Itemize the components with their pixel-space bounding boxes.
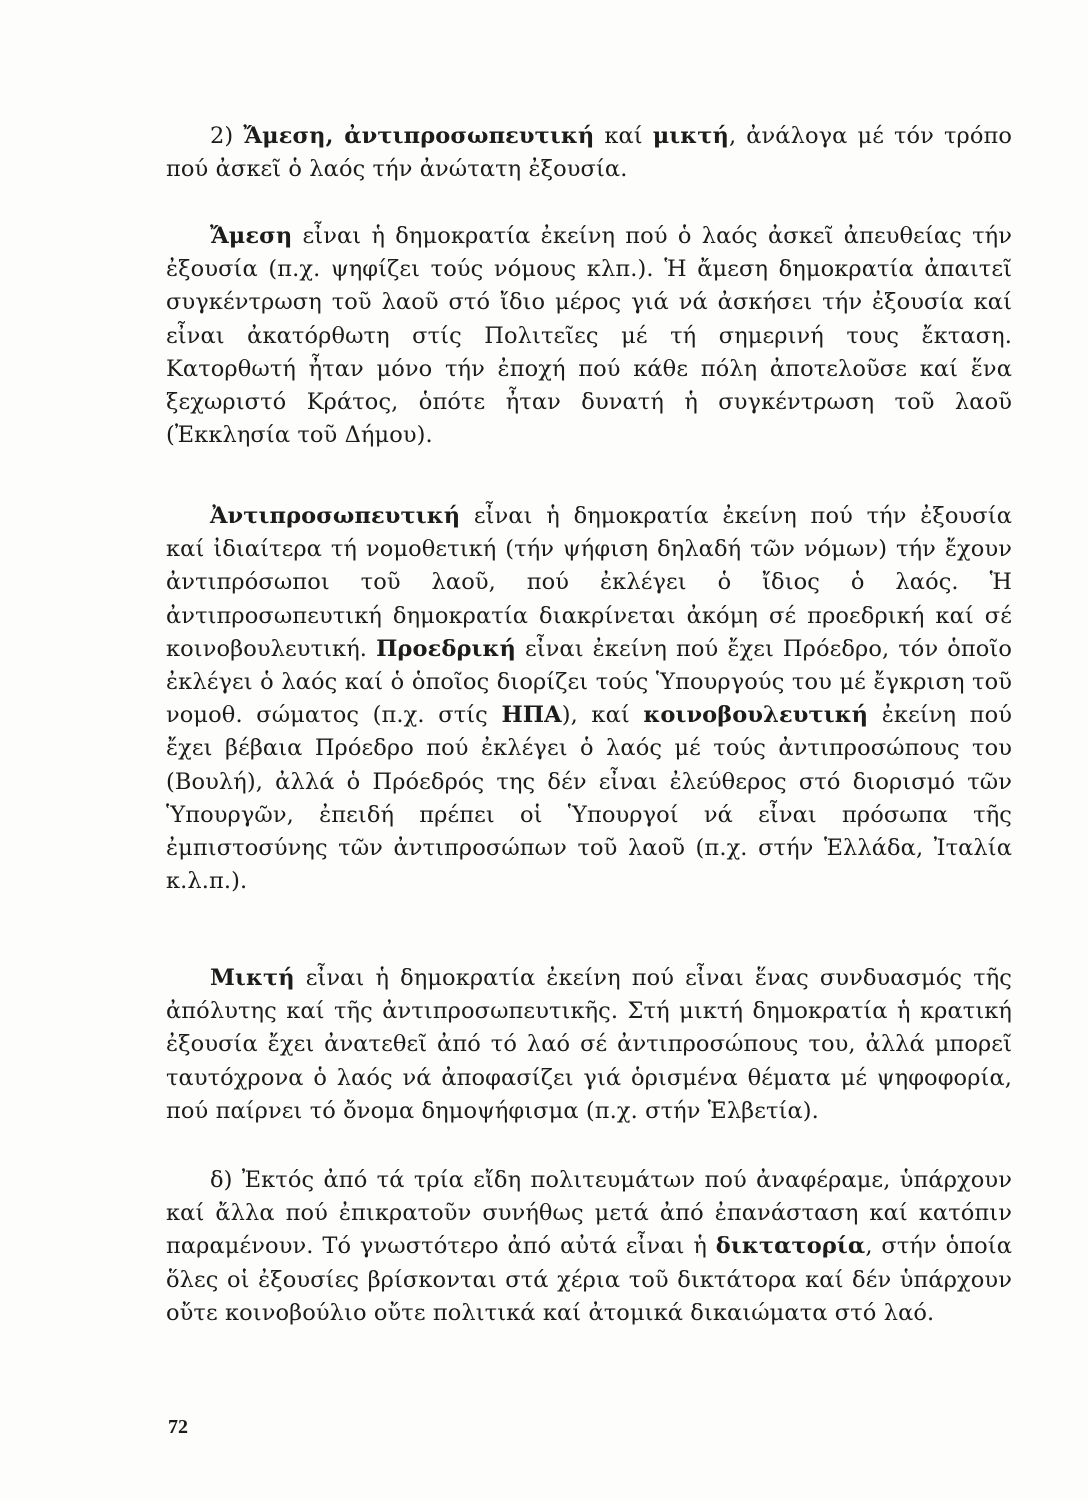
page-number: 72: [168, 1416, 188, 1438]
bold-term-presidential: Προεδρική: [376, 635, 516, 662]
paragraph-text: ), καί: [561, 702, 644, 729]
item-number: 2): [210, 123, 244, 149]
paragraph-direct-democracy: [166, 220, 1012, 452]
bold-term-usa: ΗΠΑ: [501, 702, 562, 729]
paragraph-text: καί: [594, 123, 653, 149]
paragraph-text: εἶναι ἡ δημοκρατία ἐκείνη πού εἶναι ἕνας συνδυασμός τῆς ἀπόλυτης καί τῆς ἀντιπροσωπευτικῆς. Στή μικτή δημοκρατία ἡ κρατική ἐξουσία ἔχει ἀνατεθεῖ ἀπό τό λαό σέ ἀντιπροσώπους του, ἀλλά μπορεῖ ταυτόχρονα ὁ λαός νά ἀποφασίζει γιά ὁρισμένα θέματα μέ ψηφοφορία, πού παίρνει τό ὄνομα δημοψήφισμα (π.χ. στήν Ἑλβετία).: [166, 965, 1012, 1124]
bold-term-representative: Ἀντιπροσωπευτική: [210, 503, 461, 529]
bold-term-mixed-definition: Μικτή: [210, 965, 295, 991]
paragraph-text: εἶναι ἡ δημοκρατία ἐκείνη πού τήν ἐξουσία καί ἰδιαίτερα τή νομοθετική (τήν ψήφιση δηλαδή τῶν νόμων) τήν ἔχουν ἀντιπρόσωποι τοῦ λαοῦ, πού ἐκλέγει ὁ ἴδιος ὁ λαός. Ἡ ἀντιπροσωπευτική δημοκρατία διακρίνεται ἀκόμη σέ προεδρική καί σέ κοινοβουλευτική.: [166, 503, 1012, 662]
paragraph-mixed-democracy: [166, 962, 1012, 1128]
paragraph-text: ἐκείνη πού ἔχει βέβαια Πρόεδρο πού ἐκλέγει ὁ λαός μέ τούς ἀντιπροσώπους του (Βουλή), ἀλλά ὁ Πρόεδρός της δέν εἶναι ἐλεύθερος στό διορισμό τῶν Ὑπουργῶν, ἐπειδή πρέπει οἱ Ὑπουργοί νά εἶναι πρόσωπα τῆς ἐμπιστοσύνης τῶν ἀντιπροσώπων τοῦ λαοῦ (π.χ. στήν Ἑλλάδα, Ἰταλία κ.λ.π.).: [166, 702, 1012, 895]
bold-term-parliamentary: κοινοβουλευτική: [643, 702, 869, 729]
paragraph-forms-of-democracy: [166, 120, 1012, 186]
bold-term-mixed: μικτή: [652, 123, 729, 149]
paragraph-dictatorship: [166, 1164, 1012, 1330]
paragraph-text: εἶναι ἡ δημοκρατία ἐκείνη πού ὁ λαός ἀσκεῖ ἀπευθείας τήν ἐξουσία (π.χ. ψηφίζει τούς νόμους κλπ.). Ἡ ἄμεση δημοκρατία ἀπαιτεῖ συγκέντρωση τοῦ λαοῦ στό ἴδιο μέρος γιά νά ἀσκήσει τήν ἐξουσία καί εἶναι ἀκατόρθωτη στίς Πολιτεῖες μέ τή σημερινή τους ἔκταση. Κατορθωτή ἦταν μόνο τήν ἐποχή πού κάθε πόλη ἀποτελοῦσε καί ἕνα ξεχωριστό Κράτος, ὁπότε ἦταν δυνατή ἡ συγκέντρωση τοῦ λαοῦ (Ἐκκλησία τοῦ Δήμου).: [166, 223, 1012, 449]
paragraph-text: εἶναι ἐκείνη πού ἔχει Πρόεδρο, τόν ὁποῖο ἐκλέγει ὁ λαός καί ὁ ὁποῖος διορίζει τούς Ὑπουργούς του μέ ἔγκριση τοῦ νομοθ. σώματος (π.χ. στίς: [166, 635, 1012, 729]
paragraph-representative-democracy: [166, 500, 1012, 898]
paragraph-text: , ἀνάλογα μέ τόν τρόπο πού ἀσκεῖ ὁ λαός τήν ἀνώτατη ἐξουσία.: [166, 123, 1013, 183]
paragraph-text: δ) Ἐκτός ἀπό τά τρία εἴδη πολιτευμάτων πού ἀναφέραμε, ὑπάρχουν καί ἄλλα πού ἐπικρατοῦν συνήθως μετά ἀπό ἐπανάσταση καί κατόπιν παραμένουν. Τό γνωστότερο ἀπό αὐτά εἶναι ἡ: [166, 1167, 1012, 1260]
bold-term-dictatorship: δικτατορία: [715, 1233, 866, 1260]
bold-term-direct: Ἄμεση: [210, 223, 293, 249]
paragraph-text: , στήν ὁποία ὅλες οἱ ἐξουσίες βρίσκονται στά χέρια τοῦ δικτάτορα καί δέν ὑπάρχουν οὔτε κοινοβούλιο οὔτε πολιτικά καί ἀτομικά δικαιώματα στό λαό.: [166, 1233, 1012, 1326]
bold-term-direct-representative: Ἄμεση, ἀντιπροσωπευτική: [243, 123, 595, 149]
